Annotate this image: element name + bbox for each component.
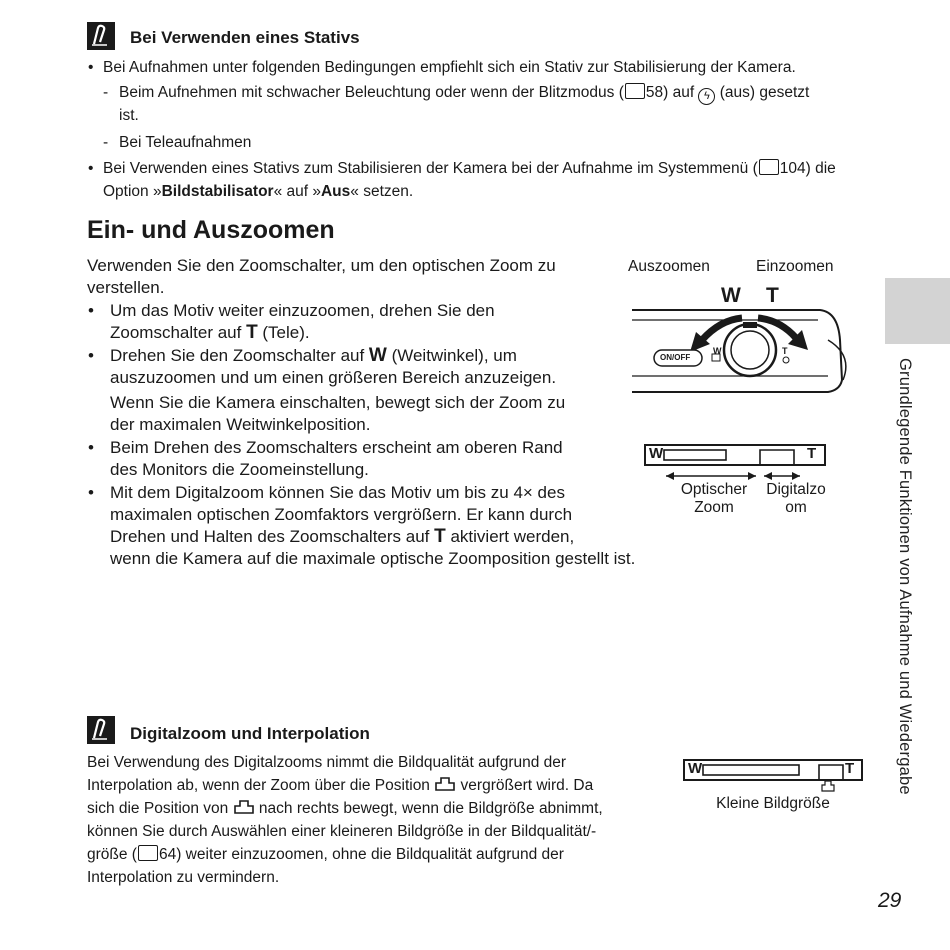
dash-marker: - [103,84,109,101]
zoom-bullet4-line2: maximalen optischen Zoomfaktors vergrößern. Er kann durch [110,505,573,524]
section-heading: Ein- und Auszoomen [87,216,335,244]
zoom-bullet2-line4: der maximalen Weitwinkelposition. [110,415,371,434]
note2-line5: größe ( 64) weiter einzuzoomen, ohne die Bildqualität aufgrund der [87,846,564,863]
t-marker: T [766,284,779,307]
label-kleine-bildgroesse: Kleine Bildgröße [716,795,830,812]
note-pencil-icon [87,716,115,744]
label-einzoomen: Einzoomen [756,258,834,275]
bullet-marker: • [88,301,94,320]
book-ref-icon [759,159,779,175]
tele-glyph: T [434,526,446,547]
wide-glyph: W [368,345,387,366]
chapter-tab [885,278,950,344]
note1-dash2: Bei Teleaufnahmen [119,134,252,151]
bullet-marker: • [88,483,94,502]
bullet-marker: • [88,346,94,365]
bullet-marker: • [88,160,94,177]
zoom-bar-small-image-size [683,759,863,793]
zoom-bullet2-line1: Drehen Sie den Zoomschalter auf W (Weitwinkel), um [110,345,517,366]
book-ref-icon [625,83,645,99]
note1-bullet2-line2: Option »Bildstabilisator« auf »Aus« setzen. [103,183,414,200]
note2-line1: Bei Verwendung des Digitalzooms nimmt die Bildqualität aufgrund der [87,754,567,771]
label-optischer-zoom: Optischer Zoom [680,481,748,516]
book-ref-icon [138,845,158,861]
note1-bullet2: Bei Verwenden eines Stativs zum Stabilisieren der Kamera bei der Aufnahme im Systemmenü ( 104) die [103,160,836,177]
chapter-tab-label: Grundlegende Funktionen von Aufnahme und Wiedergabe [896,358,914,795]
label-digitalzoom: Digitalzo om [766,481,826,516]
note-pencil-icon [87,22,115,50]
zoom-bullet4-line1: Mit dem Digitalzoom können Sie das Motiv um bis zu 4× des [110,483,565,502]
intro-line2: verstellen. [87,278,165,297]
note2-line4: können Sie durch Auswählen einer kleineren Bildgröße in der Bildqualität/- [87,823,597,840]
bar-w-label: W [649,445,664,462]
zoom-bullet2-line2: auszuzoomen und um einen größeren Bereich anzuzeigen. [110,368,557,387]
zoom-bullet1-line2: Zoomschalter auf T (Tele). [110,322,310,343]
bullet-marker: • [88,59,94,76]
label-auszoomen: Auszoomen [628,258,710,275]
zoom-indicator-bar [644,444,826,486]
zoom-bullet4-line3: Drehen und Halten des Zoomschalters auf T aktiviert werden, [110,526,575,547]
note-title-stativ: Bei Verwenden eines Stativs [130,28,360,47]
onoff-label: ON/OFF [660,353,691,362]
w-marker: W [721,284,741,307]
page-number: 29 [878,889,902,912]
bar2-t-label: T [845,760,855,777]
flash-off-icon: ϟ [698,88,715,105]
zoom-bullet4-line4: wenn die Kamera auf die maximale optische Zoomposition gestellt ist. [110,549,636,568]
dash-marker: - [103,134,109,151]
note1-dash1-line2: ist. [119,107,139,124]
interpolation-position-icon [233,800,255,814]
bar2-w-label: W [688,760,703,777]
note-title-digitalzoom: Digitalzoom und Interpolation [130,724,370,743]
w-small-marker: W [713,346,722,356]
note1-dash1: Beim Aufnehmen mit schwacher Beleuchtung oder wenn der Blitzmodus ( 58) auf ϟ (aus) gesetzt [119,81,809,105]
note2-line6: Interpolation zu vermindern. [87,869,280,886]
intro-line1: Verwenden Sie den Zoomschalter, um den optischen Zoom zu [87,256,556,275]
note2-line2: Interpolation ab, wenn der Zoom über die Position vergrößert wird. Da [87,777,594,794]
bar-t-label: T [807,445,817,462]
zoom-bullet1-line1: Um das Motiv weiter einzuzoomen, drehen Sie den [110,301,495,320]
zoom-bullet3-line2: des Monitors die Zoomeinstellung. [110,460,369,479]
interpolation-position-icon [434,777,456,791]
tele-glyph: T [246,322,258,343]
note2-line3: sich die Position von nach rechts bewegt, wenn die Bildgröße abnimmt, [87,800,603,817]
zoom-bullet3-line1: Beim Drehen des Zoomschalters erscheint am oberen Rand [110,438,563,457]
zoom-bullet2-line3: Wenn Sie die Kamera einschalten, bewegt sich der Zoom zu [110,393,566,412]
t-small-marker: T [782,346,788,356]
bullet-marker: • [88,438,94,457]
note1-bullet1: Bei Aufnahmen unter folgenden Bedingungen empfiehlt sich ein Stativ zur Stabilisierung der Kamera. [103,59,796,76]
